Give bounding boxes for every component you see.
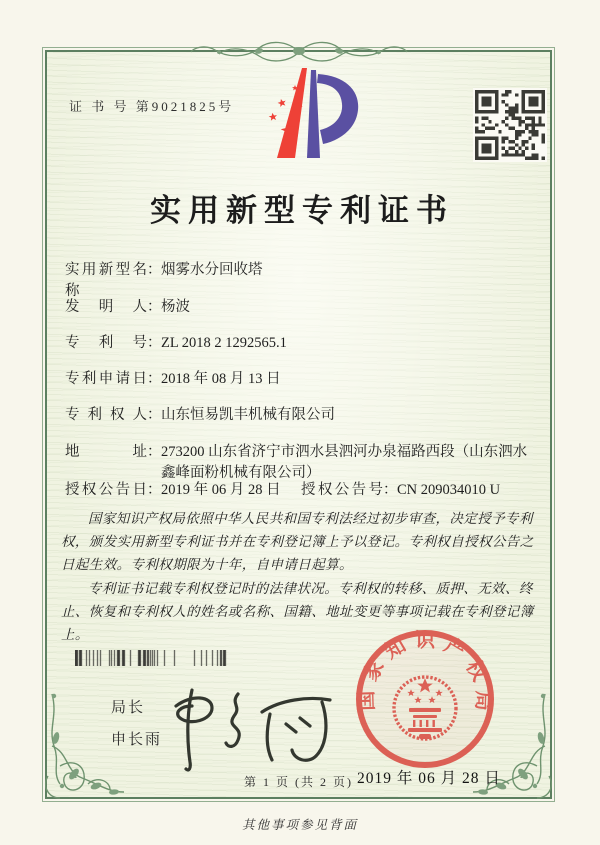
certificate-number: 证 书 号 第9021825号 [69,99,235,114]
signer-name: 申长雨 [111,730,163,748]
field-value: 杨波 [161,299,190,315]
certificate-border [45,50,552,799]
field-row-address: 地址 ： 273200 山东省济宁市泗水县泗河办泉福路西段（山东泗水鑫峰面粉机械有限公司） [65,442,539,484]
field-row-grant: 授权公告日 ： 2019 年 06 月 28 日 授权公告号 ： CN 209034010 U [65,480,539,501]
legal-paragraph-2: 专利证书记载专利权登记时的法律状况。专利权的转移、质押、无效、终止、恢复和专利权人的姓名或名称、国籍、地址变更等事项记载在专利登记簿上。 [61,580,534,643]
field-grant-number: 授权公告号 ： CN 209034010 U [301,480,500,501]
field-label: 实用新型名称 [65,262,147,300]
page-number: 第 1 页 (共 2 页) [244,775,353,789]
field-value: 2019 年 06 月 28 日 [161,482,281,498]
signer-block [111,692,162,755]
director-signature-icon [162,664,352,782]
field-row-name: 实用新型名称 ： 烟雾水分回收塔 [65,260,539,302]
field-label: 专利权人 [65,407,147,423]
field-row-patentee: 专利权人 ： 山东恒易凯丰机械有限公司 [65,405,539,426]
field-row-inventor: 发明人 ： 杨波 [65,297,539,318]
field-label: 地址 [65,444,147,460]
field-value: 2018 年 08 月 13 日 [161,371,281,387]
field-label: 授权公告日 [65,482,147,498]
signer-title: 局长 [111,699,146,716]
field-value: CN 209034010 U [397,482,501,498]
cnipa-patent-logo-icon [239,62,363,174]
certificate-title: 实用新型专利证书 [150,193,454,228]
field-value: 山东恒易凯丰机械有限公司 [161,407,335,423]
field-value: 273200 山东省济宁市泗水县泗河办泉福路西段（山东泗水鑫峰面粉机械有限公司） [161,444,528,482]
field-value: ZL 2018 2 1292565.1 [161,335,287,351]
field-label: 授权公告号 [301,482,383,498]
back-side-note: 其他事项参见背面 [241,818,358,832]
field-value: 烟雾水分回收塔 [161,262,263,278]
field-label: 专利申请日 [65,371,147,387]
field-row-patent-number: 专利号 ： ZL 2018 2 1292565.1 [65,333,539,354]
cnipa-official-seal [350,624,500,774]
qr-code [473,88,547,162]
seal-date: 2019 年 06 月 28 日 [357,770,501,787]
svg-text:国家知识产权局: 国家知识产权局 [355,629,495,712]
legal-paragraph-1: 国家知识产权局依照中华人民共和国专利法经过初步审查，决定授予专利权，颁发实用新型专利证书并在专利登记簿上予以登记。专利权自授权公告之日起生效。专利权期限为十年，自申请日起算。 [61,511,534,573]
field-label: 发明人 [65,299,147,315]
field-row-filing-date: 专利申请日 ： 2018 年 08 月 13 日 [65,369,539,390]
field-label: 专利号 [65,335,147,351]
